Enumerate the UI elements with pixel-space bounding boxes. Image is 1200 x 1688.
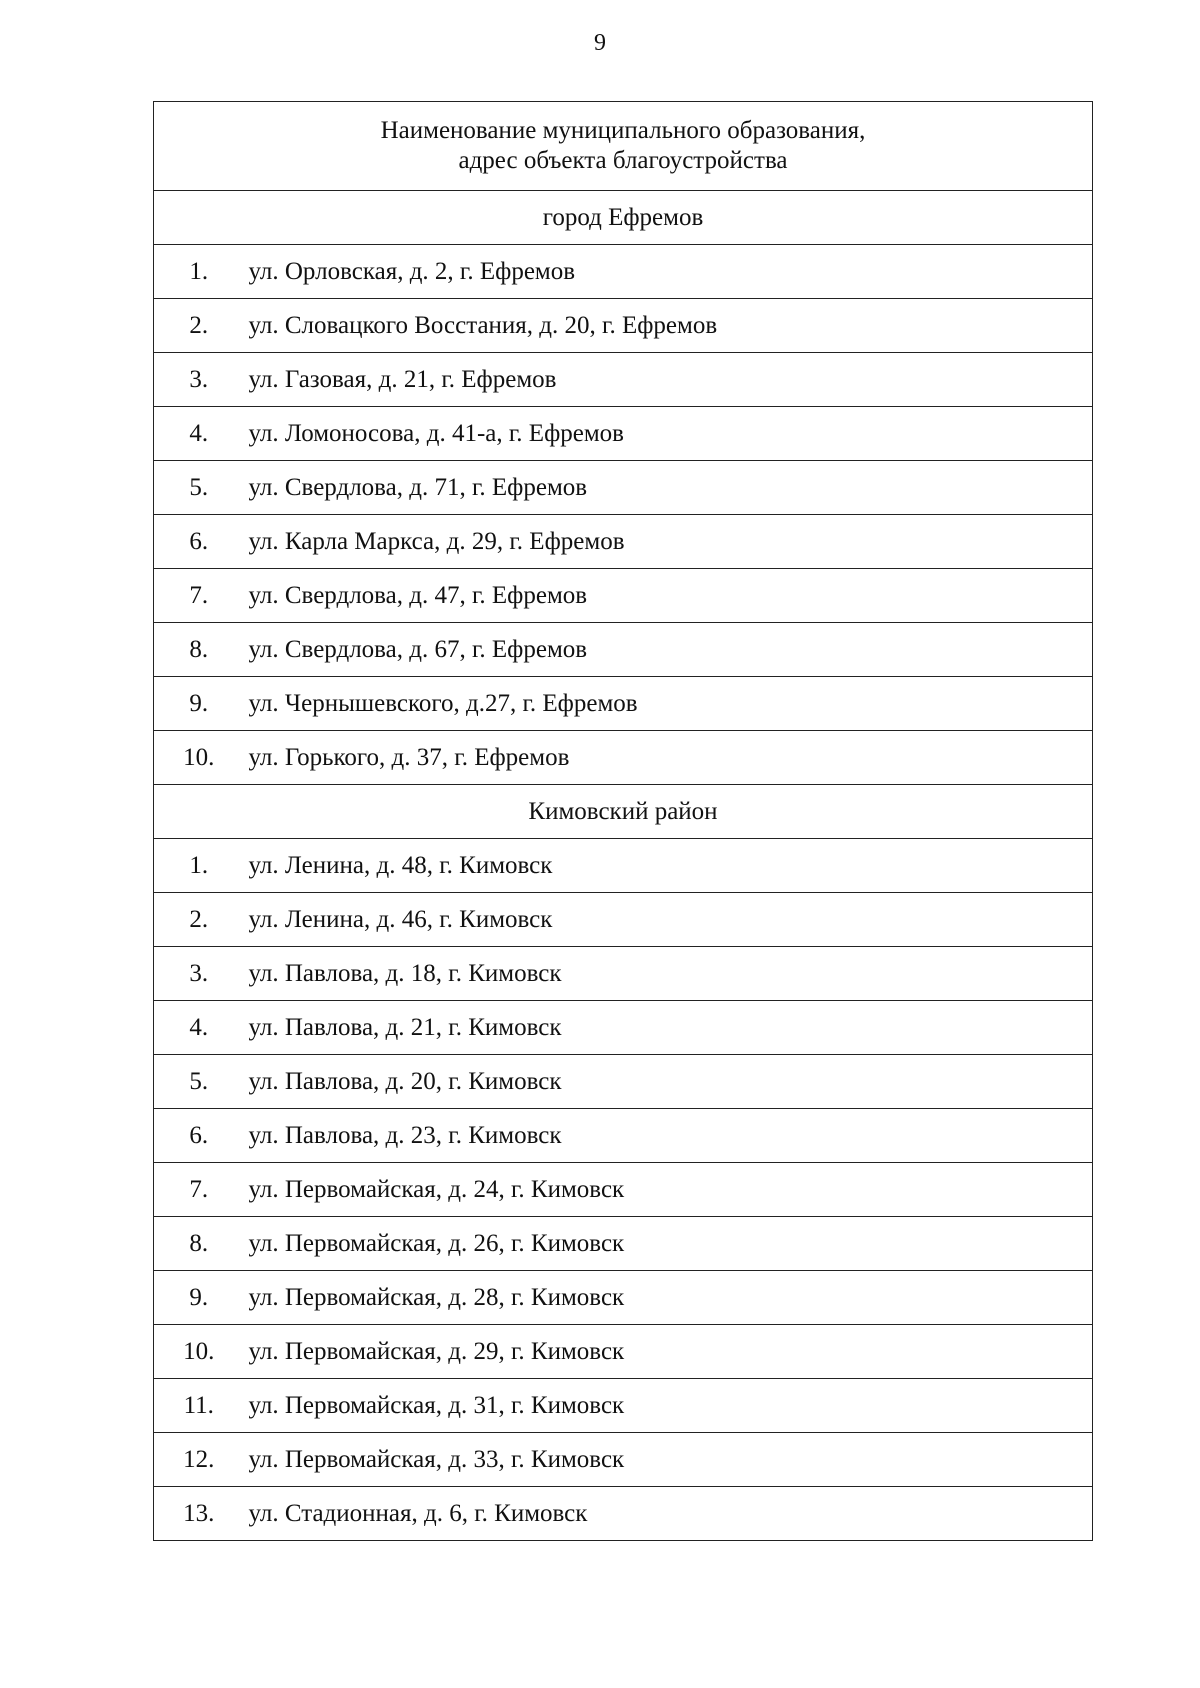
row-address: ул. Орловская, д. 2, г. Ефремов xyxy=(244,245,1093,299)
table-row xyxy=(154,839,1093,893)
row-number: 6. xyxy=(154,515,244,569)
section-heading-row xyxy=(154,191,1093,245)
row-address: ул. Павлова, д. 18, г. Кимовск xyxy=(244,947,1093,1001)
table-row xyxy=(154,569,1093,623)
table-header-row xyxy=(154,102,1093,191)
row-address: ул. Первомайская, д. 24, г. Кимовск xyxy=(244,1163,1093,1217)
table-row xyxy=(154,461,1093,515)
row-number: 7. xyxy=(154,569,244,623)
table-row xyxy=(154,1271,1093,1325)
row-number: 5. xyxy=(154,1055,244,1109)
row-address: ул. Карла Маркса, д. 29, г. Ефремов xyxy=(244,515,1093,569)
section-heading: Кимовский район xyxy=(154,785,1093,839)
row-number: 9. xyxy=(154,677,244,731)
row-number: 9. xyxy=(154,1271,244,1325)
table-row xyxy=(154,1433,1093,1487)
row-address: ул. Ленина, д. 46, г. Кимовск xyxy=(244,893,1093,947)
row-number: 13. xyxy=(154,1487,244,1541)
row-address: ул. Горького, д. 37, г. Ефремов xyxy=(244,731,1093,785)
section-heading: город Ефремов xyxy=(154,191,1093,245)
table-row xyxy=(154,1325,1093,1379)
row-address: ул. Первомайская, д. 28, г. Кимовск xyxy=(244,1271,1093,1325)
row-address: ул. Павлова, д. 20, г. Кимовск xyxy=(244,1055,1093,1109)
table-row xyxy=(154,947,1093,1001)
row-address: ул. Чернышевского, д.27, г. Ефремов xyxy=(244,677,1093,731)
row-address: ул. Первомайская, д. 33, г. Кимовск xyxy=(244,1433,1093,1487)
row-number: 5. xyxy=(154,461,244,515)
row-address: ул. Павлова, д. 23, г. Кимовск xyxy=(244,1109,1093,1163)
row-number: 2. xyxy=(154,893,244,947)
row-number: 6. xyxy=(154,1109,244,1163)
table-row xyxy=(154,515,1093,569)
row-number: 3. xyxy=(154,947,244,1001)
row-address: ул. Стадионная, д. 6, г. Кимовск xyxy=(244,1487,1093,1541)
table-row xyxy=(154,893,1093,947)
header-line-2: адрес объекта благоустройства xyxy=(458,147,788,174)
table-row xyxy=(154,1487,1093,1541)
table-row xyxy=(154,1055,1093,1109)
table-row xyxy=(154,1379,1093,1433)
table-row xyxy=(154,731,1093,785)
table-row xyxy=(154,677,1093,731)
table-row xyxy=(154,1109,1093,1163)
table-row xyxy=(154,299,1093,353)
row-address: ул. Первомайская, д. 26, г. Кимовск xyxy=(244,1217,1093,1271)
row-number: 4. xyxy=(154,1001,244,1055)
row-number: 7. xyxy=(154,1163,244,1217)
row-number: 8. xyxy=(154,623,244,677)
row-number: 10. xyxy=(154,731,244,785)
row-address: ул. Свердлова, д. 47, г. Ефремов xyxy=(244,569,1093,623)
table-header-cell xyxy=(154,102,1093,191)
row-address: ул. Словацкого Восстания, д. 20, г. Ефремов xyxy=(244,299,1093,353)
table-row xyxy=(154,353,1093,407)
table-row xyxy=(154,1163,1093,1217)
header-line-1: Наименование муниципального образования, xyxy=(380,117,866,144)
table-row xyxy=(154,1217,1093,1271)
row-number: 8. xyxy=(154,1217,244,1271)
row-address: ул. Свердлова, д. 71, г. Ефремов xyxy=(244,461,1093,515)
row-address: ул. Первомайская, д. 29, г. Кимовск xyxy=(244,1325,1093,1379)
section-heading-row xyxy=(154,785,1093,839)
table-row xyxy=(154,407,1093,461)
row-number: 12. xyxy=(154,1433,244,1487)
table-body xyxy=(154,102,1093,1541)
row-address: ул. Свердлова, д. 67, г. Ефремов xyxy=(244,623,1093,677)
row-address: ул. Первомайская, д. 31, г. Кимовск xyxy=(244,1379,1093,1433)
row-address: ул. Павлова, д. 21, г. Кимовск xyxy=(244,1001,1093,1055)
page-number: 9 xyxy=(594,30,606,56)
row-number: 2. xyxy=(154,299,244,353)
row-address: ул. Ленина, д. 48, г. Кимовск xyxy=(244,839,1093,893)
row-address: ул. Ломоносова, д. 41-а, г. Ефремов xyxy=(244,407,1093,461)
row-number: 3. xyxy=(154,353,244,407)
table-row xyxy=(154,245,1093,299)
row-address: ул. Газовая, д. 21, г. Ефремов xyxy=(244,353,1093,407)
row-number: 1. xyxy=(154,245,244,299)
table-row xyxy=(154,623,1093,677)
row-number: 10. xyxy=(154,1325,244,1379)
address-table xyxy=(153,101,1093,1541)
table-row xyxy=(154,1001,1093,1055)
row-number: 1. xyxy=(154,839,244,893)
row-number: 4. xyxy=(154,407,244,461)
row-number: 11. xyxy=(154,1379,244,1433)
